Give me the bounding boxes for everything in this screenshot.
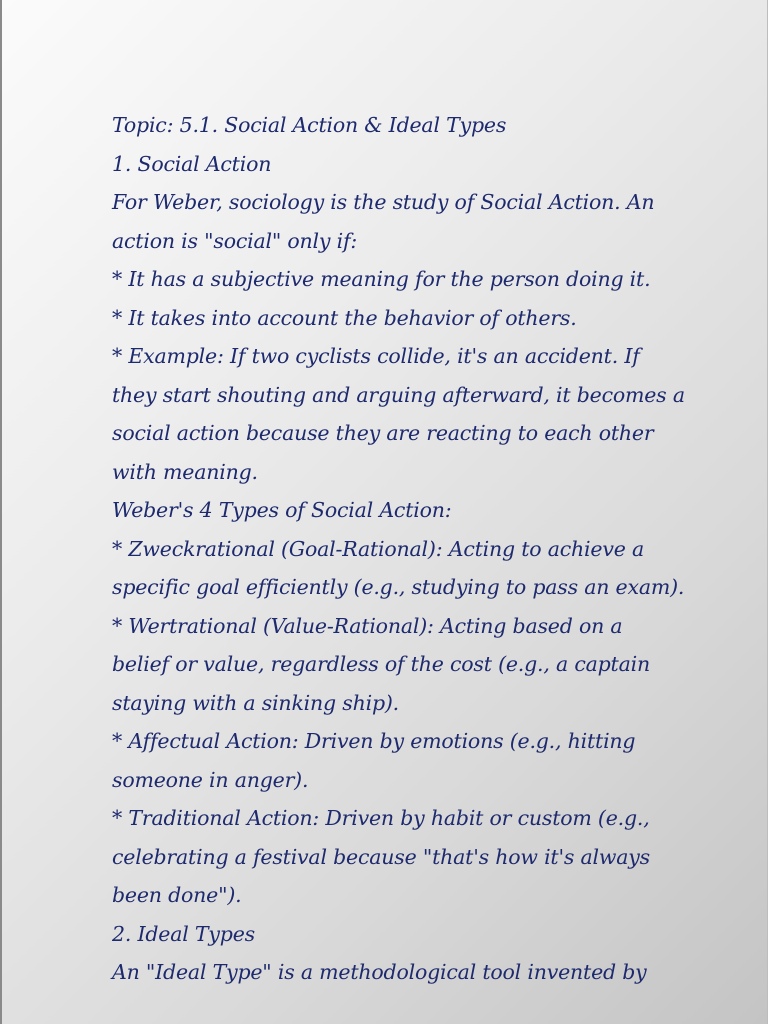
bullet-line: * Example: If two cyclists collide, it's an accident. If: [112, 344, 640, 368]
note-line: social action because they are reacting to each other: [112, 421, 654, 445]
note-line: An "Ideal Type" is a methodological tool invented by: [112, 960, 647, 984]
bullet-line: * It takes into account the behavior of others.: [112, 305, 577, 330]
note-line: belief or value, regardless of the cost (e.g., a captain: [112, 652, 650, 676]
note-line: been done").: [112, 883, 242, 907]
note-line: someone in anger).: [112, 767, 309, 792]
bullet-line: * Wertrational (Value-Rational): Acting based on a: [112, 613, 623, 638]
note-title: Topic: 5.1. Social Action & Ideal Types: [112, 113, 507, 137]
section-heading-social-action: 1. Social Action: [112, 151, 272, 176]
handwritten-notes: [112, 106, 752, 992]
note-line: action is "social" only if:: [112, 228, 358, 253]
subheading-types-of-action: Weber's 4 Types of Social Action:: [112, 498, 452, 522]
bullet-line: * Affectual Action: Driven by emotions (e.g., hitting: [112, 729, 636, 753]
note-line: staying with a sinking ship).: [112, 690, 399, 715]
note-line: specific goal efficiently (e.g., studying to pass an exam).: [112, 575, 685, 599]
bullet-line: * Traditional Action: Driven by habit or custom (e.g.,: [112, 806, 650, 830]
note-line: For Weber, sociology is the study of Social Action. An: [112, 190, 655, 214]
page-left-edge: [0, 0, 2, 1024]
note-line: they start shouting and arguing afterward, it becomes a: [112, 382, 685, 407]
section-heading-ideal-types: 2. Ideal Types: [112, 921, 255, 946]
note-line: with meaning.: [112, 459, 258, 484]
bullet-line: * It has a subjective meaning for the person doing it.: [112, 267, 651, 291]
note-line: celebrating a festival because "that's how it's always: [112, 844, 650, 869]
bullet-line: * Zweckrational (Goal-Rational): Acting to achieve a: [112, 536, 644, 561]
